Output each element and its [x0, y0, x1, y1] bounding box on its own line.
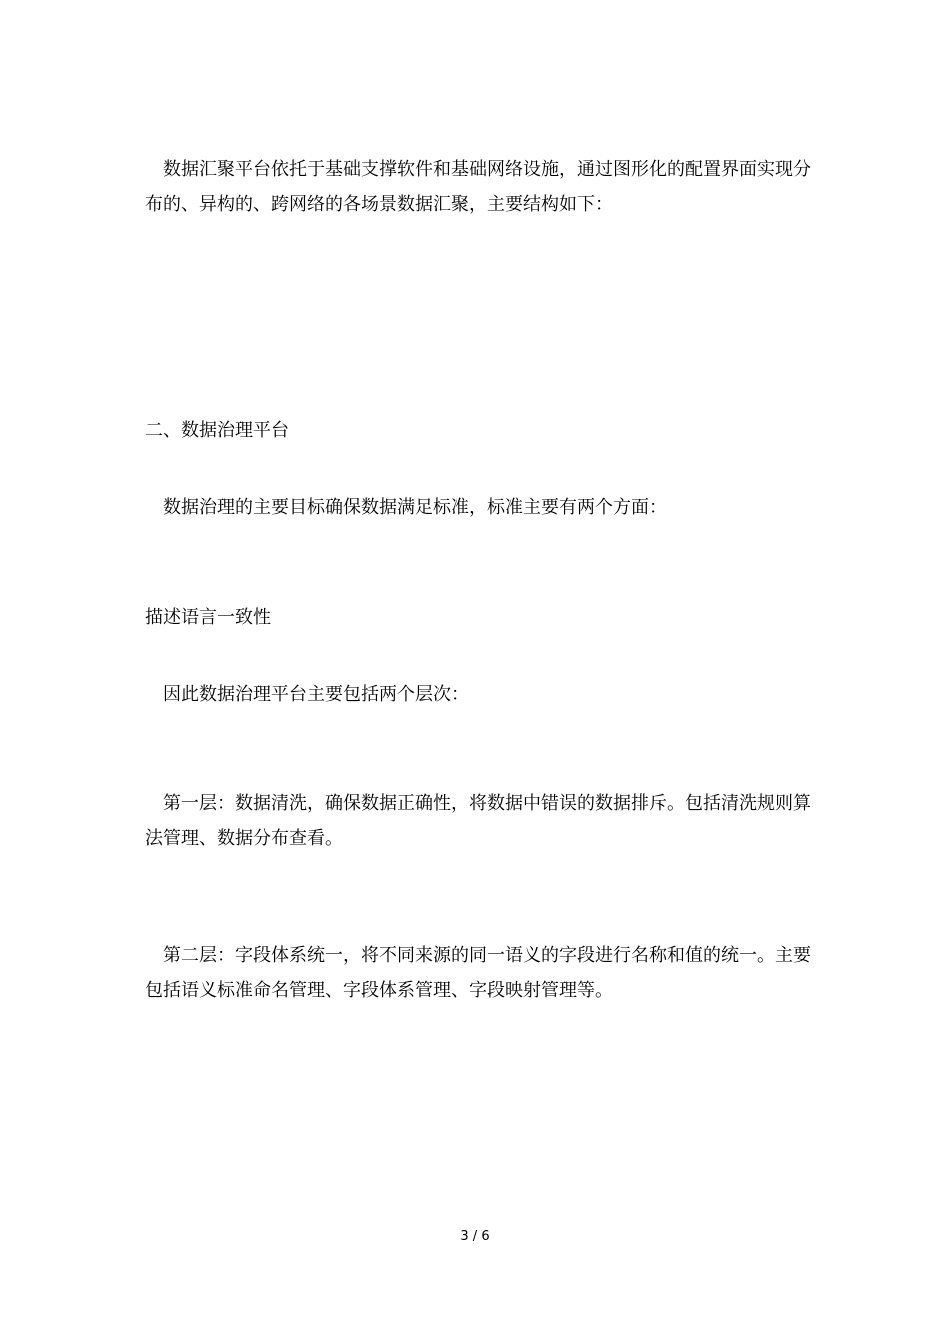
level-one-paragraph: 第一层：数据清洗，确保数据正确性，将数据中错误的数据排斥。包括清洗规则算法管理、数据分布查看。	[145, 793, 811, 849]
page-number: 3 / 6	[460, 1229, 490, 1244]
levels-paragraph: 因此数据治理平台主要包括两个层次：	[163, 684, 469, 705]
intro-paragraph: 数据汇聚平台依托于基础支撑软件和基础网络设施，通过图形化的配置界面实现分布的、异构的、跨网络的各场景数据汇聚，主要结构如下：	[145, 159, 811, 215]
subheading: 描述语言一致性	[145, 607, 271, 628]
level-two-paragraph: 第二层：字段体系统一，将不同来源的同一语义的字段进行名称和值的统一。主要包括语义标准命名管理、字段体系管理、字段映射管理等。	[145, 945, 811, 1001]
goal-paragraph: 数据治理的主要目标确保数据满足标准，标准主要有两个方面：	[163, 497, 667, 518]
section-heading: 二、数据治理平台	[145, 420, 289, 441]
